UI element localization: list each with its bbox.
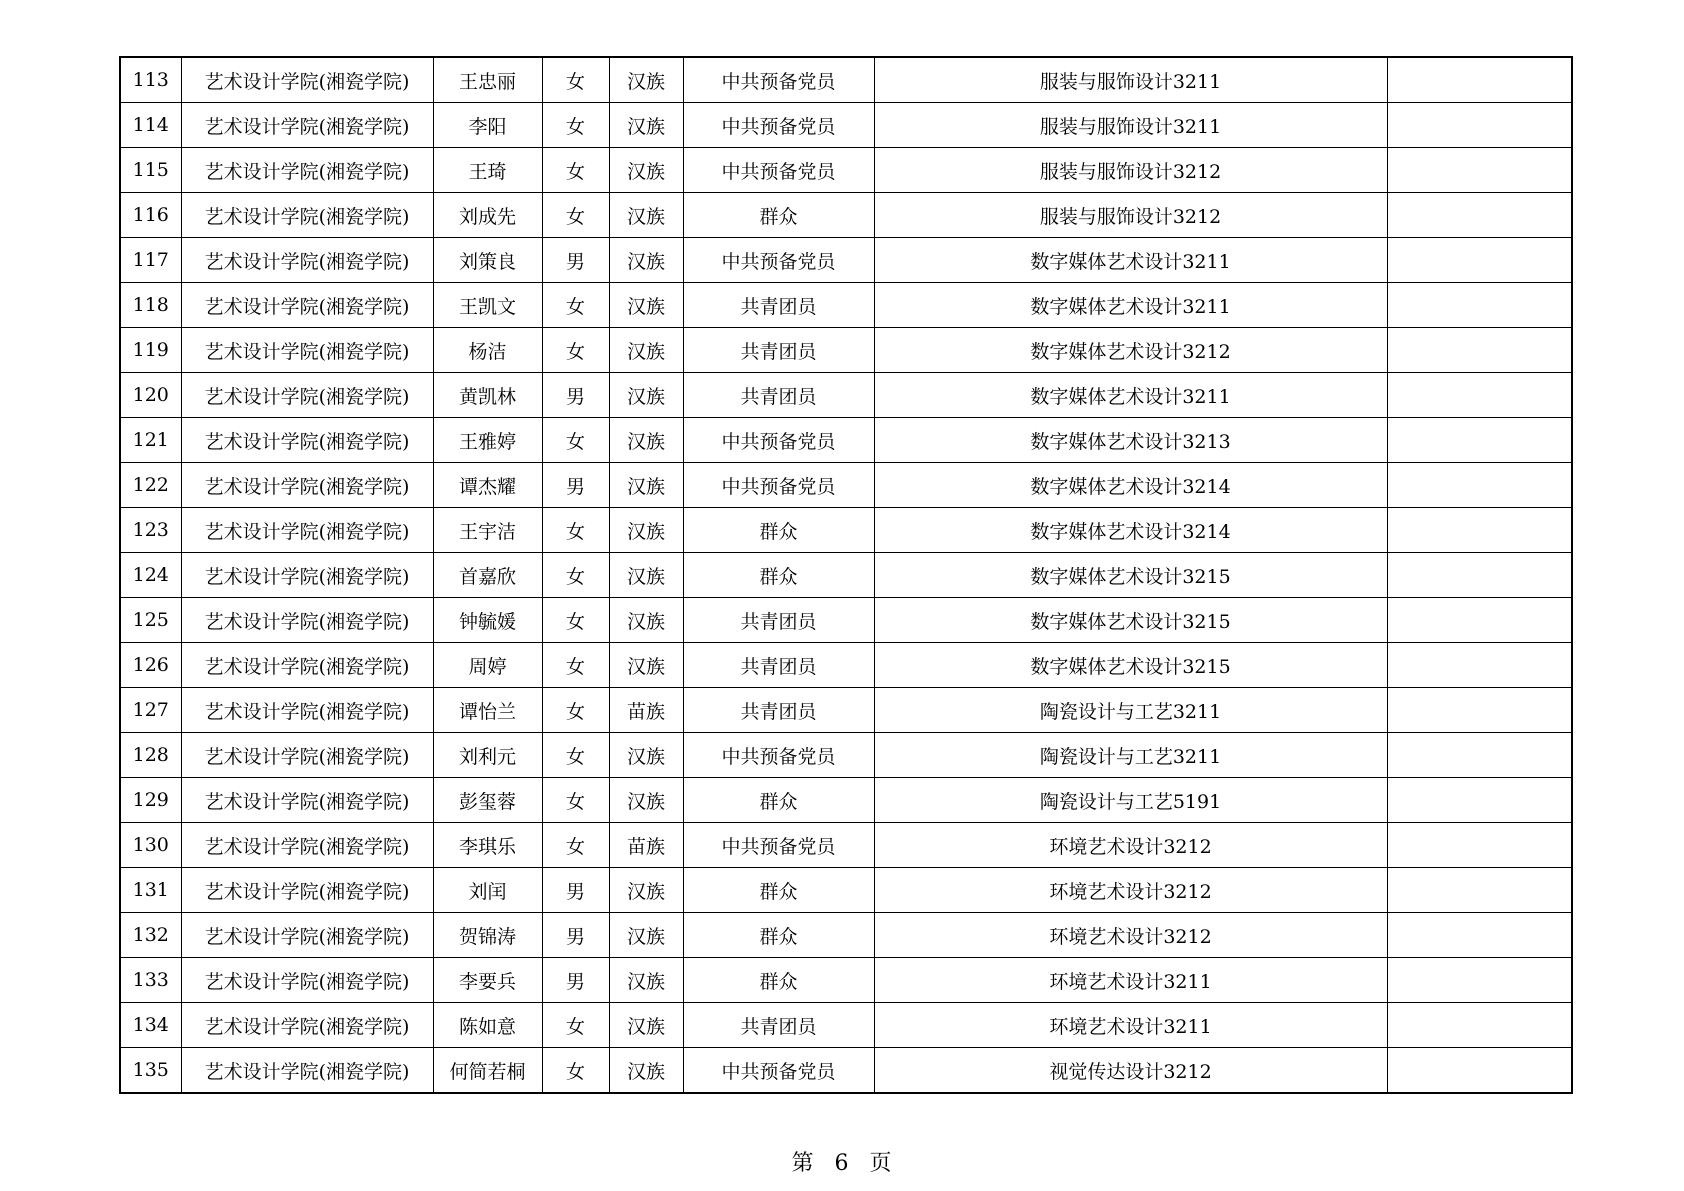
remark-cell [1387, 328, 1572, 373]
class-name-cell: 服装与服饰设计3212 [874, 148, 1387, 193]
gender-cell: 男 [542, 373, 609, 418]
table-row [120, 958, 1572, 1003]
gender-cell: 女 [542, 778, 609, 823]
row-number-cell: 120 [120, 373, 181, 418]
gender-cell: 女 [542, 508, 609, 553]
row-number-cell: 134 [120, 1003, 181, 1048]
political-status-cell: 群众 [683, 553, 874, 598]
class-name-cell: 环境艺术设计3212 [874, 868, 1387, 913]
political-status-cell: 中共预备党员 [683, 1048, 874, 1094]
political-status-cell: 群众 [683, 913, 874, 958]
college-cell: 艺术设计学院(湘瓷学院) [181, 508, 433, 553]
student-name-cell: 李要兵 [433, 958, 542, 1003]
remark-cell [1387, 1003, 1572, 1048]
row-number-cell: 126 [120, 643, 181, 688]
row-number-cell: 115 [120, 148, 181, 193]
college-cell: 艺术设计学院(湘瓷学院) [181, 823, 433, 868]
class-name-cell: 服装与服饰设计3211 [874, 103, 1387, 148]
gender-cell: 女 [542, 688, 609, 733]
table-row [120, 598, 1572, 643]
table-row [120, 1048, 1572, 1094]
political-status-cell: 中共预备党员 [683, 57, 874, 103]
student-name-cell: 彭玺蓉 [433, 778, 542, 823]
college-cell: 艺术设计学院(湘瓷学院) [181, 553, 433, 598]
college-cell: 艺术设计学院(湘瓷学院) [181, 373, 433, 418]
college-cell: 艺术设计学院(湘瓷学院) [181, 1048, 433, 1094]
remark-cell [1387, 958, 1572, 1003]
college-cell: 艺术设计学院(湘瓷学院) [181, 643, 433, 688]
student-name-cell: 刘成先 [433, 193, 542, 238]
college-cell: 艺术设计学院(湘瓷学院) [181, 328, 433, 373]
table-row [120, 553, 1572, 598]
remark-cell [1387, 57, 1572, 103]
student-name-cell: 谭怡兰 [433, 688, 542, 733]
table-row [120, 508, 1572, 553]
political-status-cell: 群众 [683, 778, 874, 823]
college-cell: 艺术设计学院(湘瓷学院) [181, 103, 433, 148]
class-name-cell: 环境艺术设计3211 [874, 958, 1387, 1003]
class-name-cell: 数字媒体艺术设计3215 [874, 598, 1387, 643]
remark-cell [1387, 148, 1572, 193]
gender-cell: 女 [542, 1003, 609, 1048]
ethnicity-cell: 汉族 [609, 643, 683, 688]
row-number-cell: 135 [120, 1048, 181, 1094]
class-name-cell: 陶瓷设计与工艺3211 [874, 733, 1387, 778]
class-name-cell: 数字媒体艺术设计3214 [874, 508, 1387, 553]
gender-cell: 男 [542, 463, 609, 508]
political-status-cell: 共青团员 [683, 328, 874, 373]
row-number-cell: 133 [120, 958, 181, 1003]
ethnicity-cell: 汉族 [609, 103, 683, 148]
ethnicity-cell: 汉族 [609, 238, 683, 283]
row-number-cell: 128 [120, 733, 181, 778]
student-name-cell: 贺锦涛 [433, 913, 542, 958]
ethnicity-cell: 汉族 [609, 733, 683, 778]
student-name-cell: 黄凯林 [433, 373, 542, 418]
remark-cell [1387, 463, 1572, 508]
gender-cell: 女 [542, 148, 609, 193]
remark-cell [1387, 283, 1572, 328]
political-status-cell: 中共预备党员 [683, 733, 874, 778]
gender-cell: 男 [542, 913, 609, 958]
page-footer-suffix: 页 [869, 1151, 893, 1176]
ethnicity-cell: 汉族 [609, 418, 683, 463]
ethnicity-cell: 汉族 [609, 553, 683, 598]
political-status-cell: 群众 [683, 958, 874, 1003]
table-row [120, 823, 1572, 868]
college-cell: 艺术设计学院(湘瓷学院) [181, 958, 433, 1003]
remark-cell [1387, 598, 1572, 643]
class-name-cell: 数字媒体艺术设计3212 [874, 328, 1387, 373]
row-number-cell: 123 [120, 508, 181, 553]
political-status-cell: 群众 [683, 193, 874, 238]
row-number-cell: 118 [120, 283, 181, 328]
class-name-cell: 视觉传达设计3212 [874, 1048, 1387, 1094]
political-status-cell: 群众 [683, 508, 874, 553]
student-roster-table [119, 56, 1573, 1094]
student-name-cell: 王忠丽 [433, 57, 542, 103]
college-cell: 艺术设计学院(湘瓷学院) [181, 913, 433, 958]
ethnicity-cell: 汉族 [609, 283, 683, 328]
remark-cell [1387, 643, 1572, 688]
class-name-cell: 服装与服饰设计3211 [874, 57, 1387, 103]
ethnicity-cell: 汉族 [609, 148, 683, 193]
college-cell: 艺术设计学院(湘瓷学院) [181, 283, 433, 328]
ethnicity-cell: 汉族 [609, 57, 683, 103]
political-status-cell: 共青团员 [683, 643, 874, 688]
remark-cell [1387, 193, 1572, 238]
table-row [120, 868, 1572, 913]
ethnicity-cell: 汉族 [609, 463, 683, 508]
college-cell: 艺术设计学院(湘瓷学院) [181, 463, 433, 508]
page-footer [0, 1146, 1684, 1177]
class-name-cell: 数字媒体艺术设计3214 [874, 463, 1387, 508]
class-name-cell: 数字媒体艺术设计3211 [874, 373, 1387, 418]
remark-cell [1387, 688, 1572, 733]
table-row [120, 373, 1572, 418]
student-name-cell: 刘利元 [433, 733, 542, 778]
class-name-cell: 陶瓷设计与工艺5191 [874, 778, 1387, 823]
college-cell: 艺术设计学院(湘瓷学院) [181, 148, 433, 193]
class-name-cell: 环境艺术设计3211 [874, 1003, 1387, 1048]
student-name-cell: 刘闰 [433, 868, 542, 913]
row-number-cell: 124 [120, 553, 181, 598]
political-status-cell: 中共预备党员 [683, 238, 874, 283]
class-name-cell: 服装与服饰设计3212 [874, 193, 1387, 238]
political-status-cell: 共青团员 [683, 688, 874, 733]
table-row [120, 103, 1572, 148]
row-number-cell: 113 [120, 57, 181, 103]
ethnicity-cell: 汉族 [609, 1048, 683, 1094]
remark-cell [1387, 823, 1572, 868]
table-row [120, 688, 1572, 733]
student-name-cell: 谭杰耀 [433, 463, 542, 508]
political-status-cell: 中共预备党员 [683, 148, 874, 193]
student-name-cell: 李阳 [433, 103, 542, 148]
political-status-cell: 共青团员 [683, 373, 874, 418]
row-number-cell: 132 [120, 913, 181, 958]
student-name-cell: 王琦 [433, 148, 542, 193]
gender-cell: 女 [542, 57, 609, 103]
remark-cell [1387, 553, 1572, 598]
table-row [120, 1003, 1572, 1048]
class-name-cell: 环境艺术设计3212 [874, 913, 1387, 958]
class-name-cell: 环境艺术设计3212 [874, 823, 1387, 868]
row-number-cell: 116 [120, 193, 181, 238]
ethnicity-cell: 汉族 [609, 1003, 683, 1048]
row-number-cell: 129 [120, 778, 181, 823]
table-row [120, 238, 1572, 283]
class-name-cell: 数字媒体艺术设计3215 [874, 553, 1387, 598]
table-row [120, 418, 1572, 463]
student-name-cell: 周婷 [433, 643, 542, 688]
political-status-cell: 共青团员 [683, 598, 874, 643]
political-status-cell: 中共预备党员 [683, 823, 874, 868]
political-status-cell: 共青团员 [683, 1003, 874, 1048]
page-number: 6 [834, 1151, 850, 1176]
student-name-cell: 刘策良 [433, 238, 542, 283]
college-cell: 艺术设计学院(湘瓷学院) [181, 1003, 433, 1048]
student-name-cell: 王凯文 [433, 283, 542, 328]
ethnicity-cell: 汉族 [609, 193, 683, 238]
remark-cell [1387, 238, 1572, 283]
political-status-cell: 中共预备党员 [683, 103, 874, 148]
roster-body [120, 57, 1572, 1093]
table-row [120, 913, 1572, 958]
college-cell: 艺术设计学院(湘瓷学院) [181, 733, 433, 778]
table-row [120, 193, 1572, 238]
row-number-cell: 130 [120, 823, 181, 868]
student-name-cell: 王宇洁 [433, 508, 542, 553]
row-number-cell: 127 [120, 688, 181, 733]
political-status-cell: 群众 [683, 868, 874, 913]
row-number-cell: 131 [120, 868, 181, 913]
gender-cell: 女 [542, 733, 609, 778]
class-name-cell: 数字媒体艺术设计3211 [874, 283, 1387, 328]
gender-cell: 女 [542, 418, 609, 463]
ethnicity-cell: 汉族 [609, 868, 683, 913]
row-number-cell: 117 [120, 238, 181, 283]
row-number-cell: 119 [120, 328, 181, 373]
college-cell: 艺术设计学院(湘瓷学院) [181, 57, 433, 103]
table-row [120, 778, 1572, 823]
political-status-cell: 共青团员 [683, 283, 874, 328]
row-number-cell: 121 [120, 418, 181, 463]
table-row [120, 643, 1572, 688]
ethnicity-cell: 汉族 [609, 913, 683, 958]
gender-cell: 女 [542, 103, 609, 148]
ethnicity-cell: 汉族 [609, 778, 683, 823]
gender-cell: 女 [542, 553, 609, 598]
gender-cell: 女 [542, 1048, 609, 1094]
college-cell: 艺术设计学院(湘瓷学院) [181, 598, 433, 643]
college-cell: 艺术设计学院(湘瓷学院) [181, 418, 433, 463]
gender-cell: 男 [542, 868, 609, 913]
student-name-cell: 陈如意 [433, 1003, 542, 1048]
student-name-cell: 钟毓媛 [433, 598, 542, 643]
remark-cell [1387, 778, 1572, 823]
ethnicity-cell: 汉族 [609, 328, 683, 373]
page-footer-prefix: 第 [791, 1151, 815, 1176]
row-number-cell: 122 [120, 463, 181, 508]
ethnicity-cell: 苗族 [609, 688, 683, 733]
remark-cell [1387, 373, 1572, 418]
gender-cell: 女 [542, 328, 609, 373]
college-cell: 艺术设计学院(湘瓷学院) [181, 688, 433, 733]
remark-cell [1387, 733, 1572, 778]
college-cell: 艺术设计学院(湘瓷学院) [181, 238, 433, 283]
remark-cell [1387, 1048, 1572, 1094]
student-name-cell: 杨洁 [433, 328, 542, 373]
ethnicity-cell: 汉族 [609, 373, 683, 418]
gender-cell: 男 [542, 958, 609, 1003]
row-number-cell: 114 [120, 103, 181, 148]
student-name-cell: 王雅婷 [433, 418, 542, 463]
student-name-cell: 李琪乐 [433, 823, 542, 868]
table-row [120, 463, 1572, 508]
remark-cell [1387, 913, 1572, 958]
gender-cell: 男 [542, 238, 609, 283]
class-name-cell: 数字媒体艺术设计3213 [874, 418, 1387, 463]
ethnicity-cell: 汉族 [609, 508, 683, 553]
political-status-cell: 中共预备党员 [683, 418, 874, 463]
ethnicity-cell: 汉族 [609, 958, 683, 1003]
ethnicity-cell: 汉族 [609, 598, 683, 643]
table-row [120, 733, 1572, 778]
college-cell: 艺术设计学院(湘瓷学院) [181, 868, 433, 913]
class-name-cell: 陶瓷设计与工艺3211 [874, 688, 1387, 733]
remark-cell [1387, 508, 1572, 553]
row-number-cell: 125 [120, 598, 181, 643]
remark-cell [1387, 103, 1572, 148]
political-status-cell: 中共预备党员 [683, 463, 874, 508]
table-row [120, 148, 1572, 193]
table-row [120, 283, 1572, 328]
student-name-cell: 首嘉欣 [433, 553, 542, 598]
gender-cell: 女 [542, 643, 609, 688]
gender-cell: 女 [542, 283, 609, 328]
gender-cell: 女 [542, 823, 609, 868]
ethnicity-cell: 苗族 [609, 823, 683, 868]
college-cell: 艺术设计学院(湘瓷学院) [181, 778, 433, 823]
table-row [120, 57, 1572, 103]
gender-cell: 女 [542, 193, 609, 238]
class-name-cell: 数字媒体艺术设计3211 [874, 238, 1387, 283]
remark-cell [1387, 868, 1572, 913]
class-name-cell: 数字媒体艺术设计3215 [874, 643, 1387, 688]
remark-cell [1387, 418, 1572, 463]
table-row [120, 328, 1572, 373]
student-name-cell: 何简若桐 [433, 1048, 542, 1094]
gender-cell: 女 [542, 598, 609, 643]
college-cell: 艺术设计学院(湘瓷学院) [181, 193, 433, 238]
